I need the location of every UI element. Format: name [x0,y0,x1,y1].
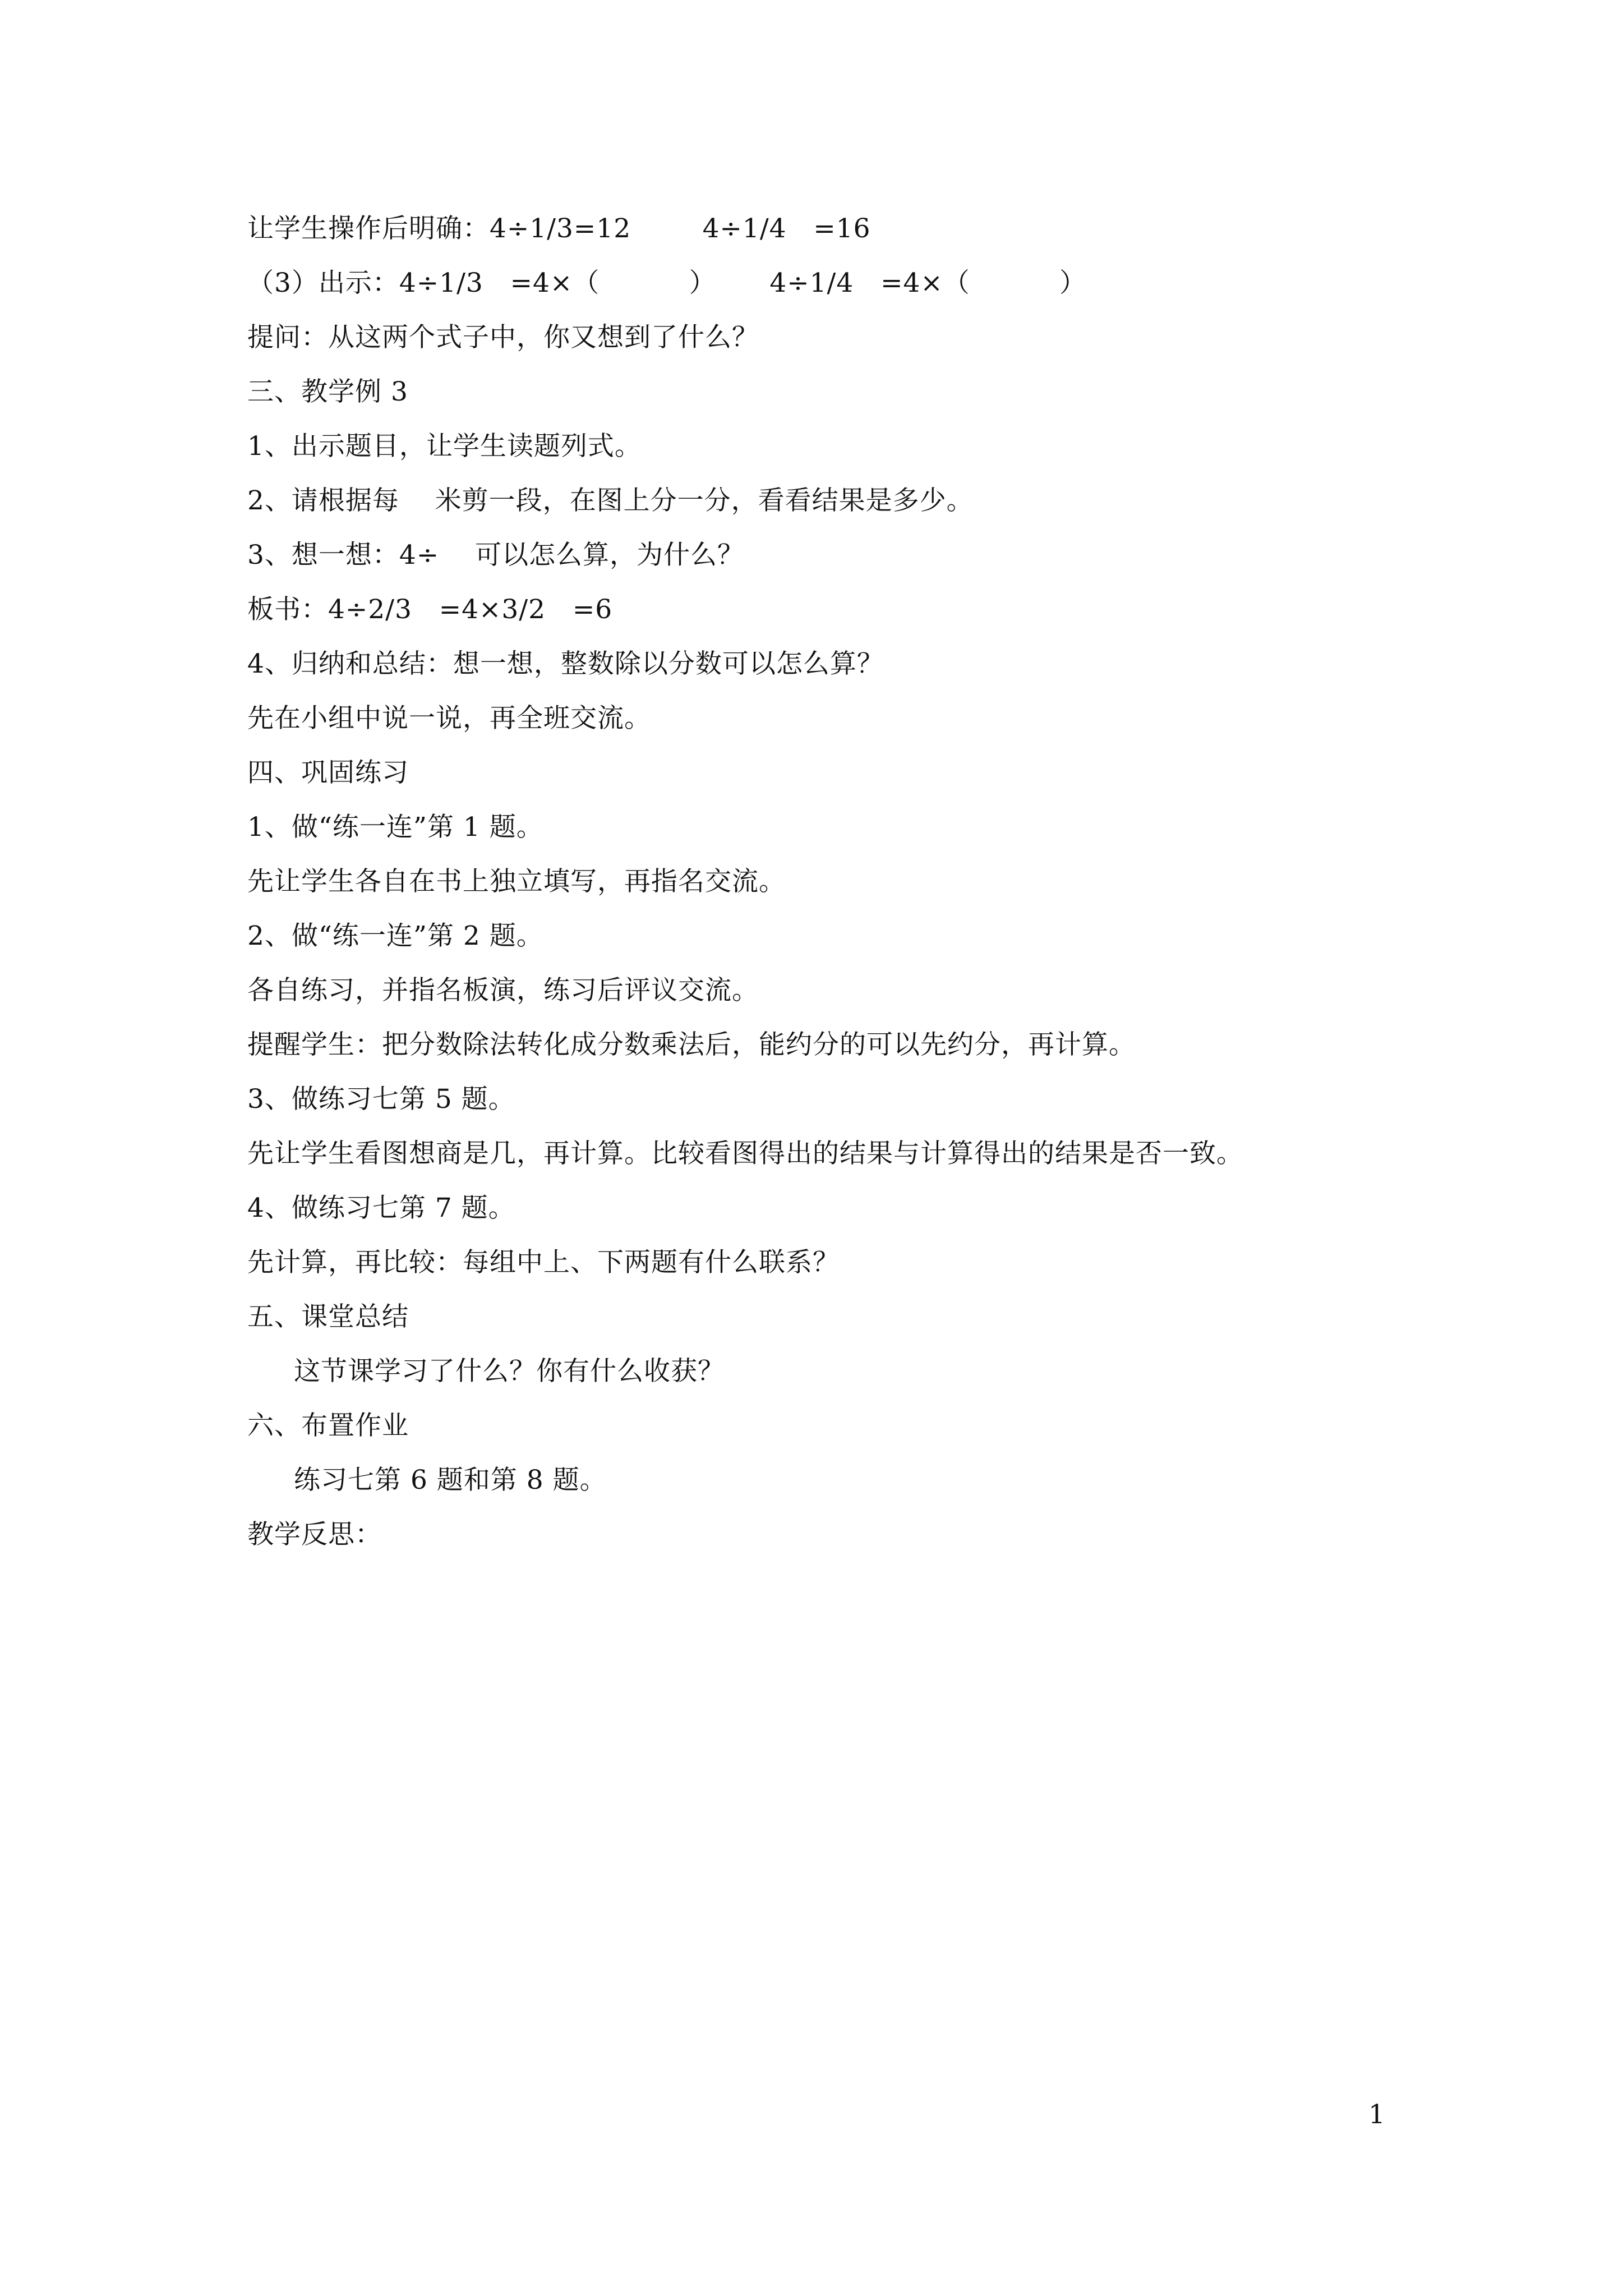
text-line: 先计算，再比较：每组中上、下两题有什么联系？ [247,1247,840,1278]
text-line: 3、做练习七第 5 题。 [247,1084,515,1115]
text-line: 这节课学习了什么？你有什么收获？ [294,1356,725,1387]
text-line: 1、出示题目，让学生读题列式。 [247,431,642,462]
text-line: 4、做练习七第 7 题。 [247,1193,515,1223]
text-line: 先让学生看图想商是几，再计算。比较看图得出的结果与计算得出的结果是否一致。 [247,1138,1243,1169]
text-line: 让学生操作后明确：4÷1/3=12 4÷1/4 =16 [247,213,871,244]
text-line: 提醒学生：把分数除法转化成分数乘法后，能约分的可以先约分，再计算。 [247,1029,1136,1060]
text-line: 2、请根据每 米剪一段，在图上分一分，看看结果是多少。 [247,485,974,516]
text-line: 教学反思： [247,1519,382,1550]
section-heading: 六、布置作业 [247,1410,409,1441]
text-line: 板书：4÷2/3 =4×3/2 =6 [247,594,613,625]
section-heading: 四、巩固练习 [247,757,409,788]
text-line: 2、做“练一连”第 2 题。 [247,921,543,951]
text-line: （3）出示：4÷1/3 =4×（ ） 4÷1/4 =4×（ ） [247,268,1087,298]
text-line: 提问：从这两个式子中，你又想到了什么？ [247,322,759,353]
text-line: 先在小组中说一说，再全班交流。 [247,703,651,734]
text-line: 1、做“练一连”第 1 题。 [247,812,543,843]
page-number: 1 [1368,2099,1385,2130]
document-body [247,212,1397,1572]
section-heading: 五、课堂总结 [247,1301,409,1332]
text-line: 各自练习，并指名板演，练习后评议交流。 [247,975,759,1006]
section-heading: 三、教学例 3 [247,376,408,407]
text-line: 3、想一想：4÷ 可以怎么算，为什么？ [247,540,744,570]
text-line: 先让学生各自在书上独立填写，再指名交流。 [247,866,786,897]
text-line: 4、归纳和总结：想一想，整数除以分数可以怎么算？ [247,648,884,679]
text-line: 练习七第 6 题和第 8 题。 [294,1465,607,1496]
